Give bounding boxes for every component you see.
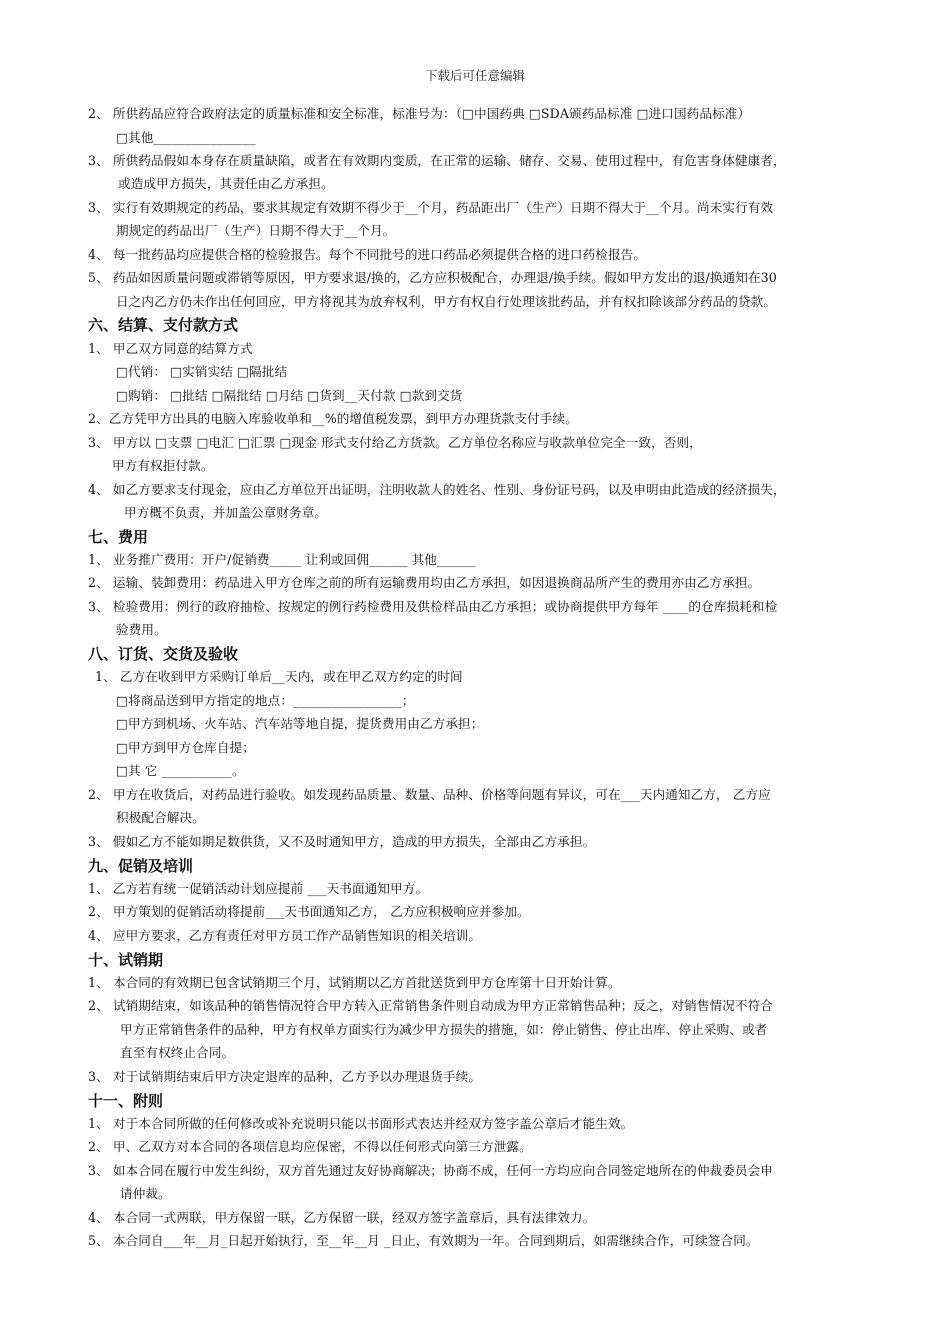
clause-line-s11-2: 2、 甲、乙双方对本合同的各项信息均应保密，不得以任何形式向第三方泄露。 — [88, 1139, 532, 1154]
clause-line-s7-2: 2、 运输、装卸费用：药品进入甲方仓库之前的所有运输费用均由乙方承担，如因退换商品所产生的费用亦由乙方承担。 — [88, 575, 761, 590]
clause-line-s5-6b: 日之内乙方仍未作出任何回应，甲方将视其为放弃权利，甲方有权自行处理该批药品，并有权扣除该部分药品的贷款。 — [116, 294, 777, 309]
clause-line-s11-3a: 3、 如本合同在履行中发生纠纷，双方首先通过友好协商解决；协商不成，任何一方均应向合同签定地所在的仲裁委员会申 — [88, 1163, 773, 1178]
clause-line-s6-3b: 甲方有权拒付款。 — [112, 458, 214, 473]
clause-line-s5-2a: 2、 所供药品应符合政府法定的质量标准和安全标准，标准号为：（□中国药典 □SDA颁药品标准 □进口国药品标准） — [88, 106, 751, 121]
clause-line-s6-1: 1、 甲乙双方同意的结算方式 — [88, 341, 253, 356]
clause-line-s11-1: 1、 对于本合同所做的任何修改或补充说明只能以书面形式表达并经双方签字盖公章后才能生效。 — [88, 1116, 634, 1131]
clause-line-s8-3: 3、 假如乙方不能如期足数供货，又不及时通知甲方，造成的甲方损失，全部由乙方承担。 — [88, 834, 596, 849]
clause-line-s10-2b: 甲方正常销售条件的品种，甲方有权单方面实行为减少甲方损失的措施，如：停止销售、停止出库、停止采购、或者 — [120, 1022, 768, 1037]
clause-line-s8-1a: □将商品送到甲方指定的地点：_________________； — [116, 693, 415, 708]
clause-line-s8-2a: 2、 甲方在收货后，对药品进行验收。如发现药品质量、数量、品种、价格等问题有异议，可在___天内通知乙方， 乙方应 — [88, 787, 771, 802]
clause-line-s6-2: 2、乙方凭甲方出具的电脑入库验收单和__%的增值税发票，到甲方办理货款支付手续。 — [88, 411, 578, 426]
clause-line-s9-3: 4、 应甲方要求，乙方有责任对甲方员工作产品销售知识的相关培训。 — [88, 928, 482, 943]
clause-line-s8-1d: □其 它 ___________。 — [116, 763, 245, 778]
section-heading-h11: 十一、附则 — [88, 1092, 164, 1110]
clause-line-s6-1a: □代销： □实销实结 □隔批结 — [116, 364, 288, 379]
clause-line-s7-3b: 验费用。 — [116, 622, 167, 637]
clause-line-s5-3a: 3、 所供药品假如本身存在质量缺陷，或者在有效期内变质，在正常的运输、储存、交易、使用过程中，有危害身体健康者， — [88, 153, 786, 168]
clause-line-s5-5: 4、 每一批药品均应提供合格的检验报告。每个不同批号的进口药品必须提供合格的进口药检报告。 — [88, 247, 647, 262]
section-heading-h8: 八、订货、交货及验收 — [88, 645, 239, 663]
clause-line-s10-3: 3、 对于试销期结束后甲方决定退库的品种，乙方予以办理退货手续。 — [88, 1069, 482, 1084]
clause-line-s5-3b: 或造成甲方损失，其责任由乙方承担。 — [118, 176, 334, 191]
clause-line-s10-2a: 2、 试销期结束，如该品种的销售情况符合甲方转入正常销售条件则自动成为甲方正常销售品种；反之，对销售情况不符合 — [88, 998, 773, 1013]
clause-line-s5-2b: □其他________________ — [116, 130, 256, 145]
clause-line-s11-4: 4、 本合同一式两联，甲方保留一联，乙方保留一联，经双方签字盖章后，具有法律效力。 — [88, 1210, 596, 1225]
clause-line-s6-1b: □购销： □批结 □隔批结 □月结 □货到__天付款 □款到交货 — [116, 388, 463, 403]
clause-line-s8-1: 1、 乙方在收到甲方采购订单后__天内，或在甲乙双方约定的时间 — [95, 669, 463, 684]
section-heading-h7: 七、费用 — [88, 528, 149, 546]
clause-line-s7-1: 1、 业务推广费用：开户/促销费_____ 让利或回佣______ 其他______ — [88, 552, 476, 567]
section-heading-h10: 十、试销期 — [88, 951, 164, 969]
clause-line-s6-3a: 3、 甲方以 □支票 □电汇 □汇票 □现金 形式支付给乙方货款。乙方单位名称应与收款单位完全一致，否则， — [88, 435, 702, 450]
section-heading-h6: 六、结算、支付款方式 — [88, 316, 239, 334]
clause-line-s8-1b: □甲方到机场、火车站、汽车站等地自提，提货费用由乙方承担； — [116, 716, 484, 731]
clause-line-s9-2: 2、 甲方策划的促销活动将提前___天书面通知乙方， 乙方应积极响应并参加。 — [88, 904, 530, 919]
clause-line-s11-5: 5、 本合同自___年__月_日起开始执行，至__年__月 _日止，有效期为一年。合同到期后，如需继续合作，可续签合同。 — [88, 1233, 759, 1248]
clause-line-s8-1c: □甲方到甲方仓库自提； — [116, 740, 255, 755]
clause-line-s8-2b: 积极配合解决。 — [116, 810, 205, 825]
clause-line-s5-4b: 期规定的药品出厂（生产）日期不得大于__个月。 — [116, 223, 396, 238]
page-header-note: 下载后可任意编辑 — [424, 68, 525, 83]
clause-line-s10-1: 1、 本合同的有效期已包含试销期三个月，试销期以乙方首批送货到甲方仓库第十日开始计算。 — [88, 975, 621, 990]
clause-line-s11-3b: 请仲裁。 — [120, 1186, 171, 1201]
clause-line-s6-4b: 甲方概不负责，并加盖公章财务章。 — [124, 505, 328, 520]
clause-line-s10-2c: 直至有权终止合同。 — [120, 1045, 235, 1060]
clause-line-s9-1: 1、 乙方若有统一促销活动计划应提前 ___天书面通知甲方。 — [88, 881, 429, 896]
clause-line-s5-6a: 5、 药品如因质量问题或滞销等原因，甲方要求退/换的，乙方应积极配合，办理退/换手续。假如甲方发出的退/换通知在30 — [88, 270, 777, 285]
section-heading-h9: 九、促销及培训 — [88, 857, 194, 875]
clause-line-s6-4a: 4、 如乙方要求支付现金，应由乙方单位开出证明，注明收款人的姓名、性别、身份证号码，以及申明由此造成的经济损失， — [88, 482, 786, 497]
clause-line-s7-3a: 3、 检验费用：例行的政府抽检、按规定的例行药检费用及供检样品由乙方承担；或协商提供甲方每年 ____的仓库损耗和检 — [88, 599, 778, 614]
clause-line-s5-4a: 3、 实行有效期规定的药品，要求其规定有效期不得少于__个月，药品距出厂（生产）日期不得大于__个月。尚未实行有效 — [88, 200, 774, 215]
